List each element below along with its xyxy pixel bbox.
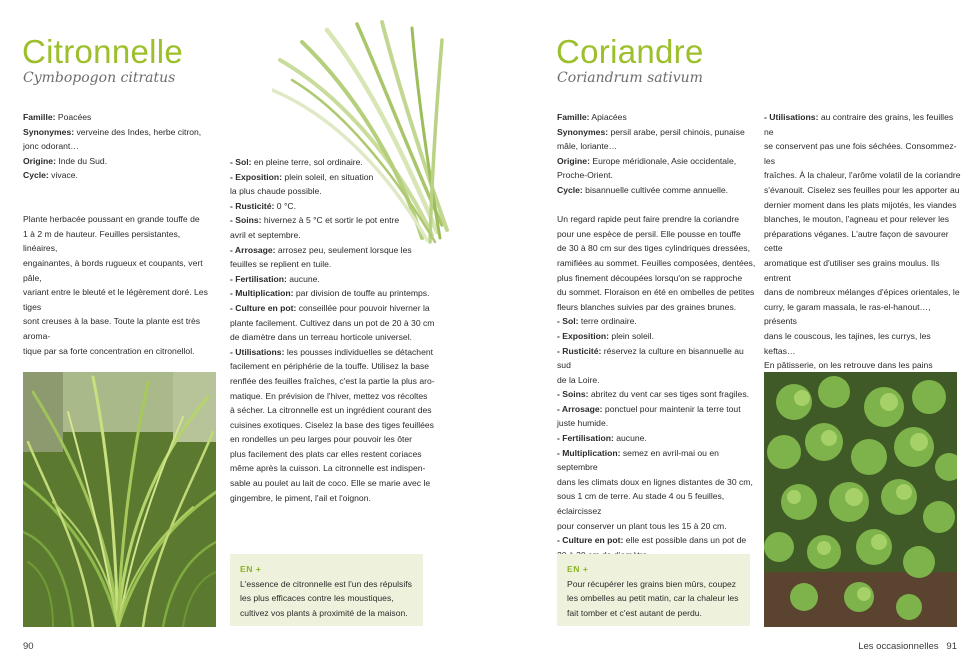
facts-column-right <box>557 110 757 562</box>
care-line: - Rusticité: réservez la culture en bisannuelle au sud <box>557 345 744 371</box>
care-line: facilement en périphérie de la touffe. Utilisez la base <box>230 361 430 372</box>
uses-line: s'évanouit. Ciselez ses feuilles pour les apporter au <box>764 184 960 195</box>
right-page <box>490 0 980 671</box>
description-line: plus finement découpées lorsqu'on se rapproche <box>557 272 743 283</box>
uses-line: fraîches. À la chaleur, l'arôme volatil de la coriandre <box>764 170 961 181</box>
care-line: - Exposition: plein soleil. <box>557 330 654 341</box>
fact-line: Cycle: bisannuelle cultivée comme annuelle. <box>557 184 729 195</box>
care-line: même après la cuisson. La citronnelle est indispen- <box>230 463 426 474</box>
care-line: de la Loire. <box>557 374 600 385</box>
description-line: sont creuses à la base. Toute la plante est très aroma- <box>23 316 201 341</box>
care-line: - Soins: hivernez à 5 °C et sortir le pot entre <box>230 215 400 226</box>
description-line: variant entre le bleuté et le légèrement doré. Les tiges <box>23 287 208 312</box>
latin-name: Coriandrum sativum <box>557 70 703 86</box>
fact-line: Famille: Apiacées <box>557 112 627 122</box>
uses-line: blanches, le mouton, l'agneau et pour relever les <box>764 214 950 225</box>
description-line: de 30 à 80 cm sur des tiges cylindriques dressées, <box>557 243 750 254</box>
tip-box-left <box>230 554 423 626</box>
uses-line: - Utilisations: au contraire des grains, les feuilles ne <box>764 112 954 137</box>
lemongrass-photo <box>23 372 216 627</box>
fact-line: mâle, loriante… <box>557 141 618 152</box>
tip-line: L'essence de citronnelle est l'un des répulsifs <box>240 578 412 589</box>
uses-line: dernier moment dans les plats mijotés, les viandes <box>764 199 957 210</box>
page-number-right: 91 <box>946 641 957 652</box>
care-line: cuisines exotiques. Ciselez la base des tiges feuillées <box>230 419 434 430</box>
care-line: de diamètre dans un terreau horticole universel. <box>230 332 413 343</box>
care-column-left <box>230 155 435 505</box>
care-line: plante facilement. Cultivez dans un pot de 20 à 30 cm <box>230 317 435 328</box>
page-number-left: 90 <box>23 641 34 652</box>
care-line: - Fertilisation: aucune. <box>230 273 320 284</box>
care-line: sous 1 cm de terre. Au stade 4 ou 5 feuilles, éclaircissez <box>557 491 725 517</box>
uses-line: En pâtisserie, on les retrouve dans les pains <box>764 360 933 371</box>
folio-right <box>858 641 957 652</box>
care-line: matique. En prévision de l'hiver, mettez vos récoltes <box>230 390 428 401</box>
page-title-citronnelle: Citronnelle <box>22 33 184 70</box>
section-name: Les occasionnelles <box>858 641 939 652</box>
description-line: 1 à 2 m de hauteur. Feuilles persistantes, linéaires, <box>23 228 181 254</box>
description-line: Plante herbacée poussant en grande touffe de <box>23 214 200 225</box>
fact-line: Synonymes: persil arabe, persil chinois, punaise <box>557 126 745 137</box>
fact-line: Cycle: vivace. <box>23 170 78 181</box>
care-line: dans les climats doux en lignes distantes de 30 cm, <box>557 476 753 487</box>
care-line: avril et septembre. <box>230 229 301 240</box>
tip-line: les plus efficaces contre les moustiques, <box>240 593 394 604</box>
care-line: pour conserver un plant tous les 15 à 20 cm. <box>557 520 727 531</box>
tip-line: cultivez vos plants à proximité de la maison. <box>240 607 408 618</box>
care-line: - Fertilisation: aucune. <box>557 433 647 444</box>
tip-line: Pour récupérer les grains bien mûrs, coupez <box>567 578 737 589</box>
fact-line: Synonymes: verveine des Indes, herbe citron, <box>23 126 202 137</box>
coriander-photo <box>764 372 957 627</box>
uses-line: aromatique est d'utiliser ses grains moulus. Ils entrent <box>764 257 940 283</box>
care-line: - Utilisations: les pousses individuelles se détachent <box>230 346 434 357</box>
care-line: juste humide. <box>557 418 609 429</box>
description-line: fleurs blanches suivies par des graines brunes. <box>557 301 737 312</box>
uses-line: curry, le garam massala, le ras-el-hanout…, présents <box>764 301 931 327</box>
care-line: - Multiplication: semez en avril-mai ou en septembre <box>557 447 719 473</box>
tip-box-right <box>557 554 750 626</box>
description-line: du sommet. Floraison en été en ombelles de petites <box>557 287 755 298</box>
uses-line: dans le couscous, les tajines, les currys, les keftas… <box>764 330 931 356</box>
description-line: ramifiées au sommet. Feuilles composées, dentées, <box>557 257 756 268</box>
care-line: à sécher. La citronnelle est un ingrédient courant des <box>230 405 432 416</box>
tip-heading: EN + <box>567 564 589 574</box>
page-title-coriandre: Coriandre <box>556 33 704 70</box>
fact-line: jonc odorant… <box>23 141 79 152</box>
care-line: la plus chaude possible. <box>230 186 322 197</box>
care-line: - Culture en pot: elle est possible dans un pot de <box>557 535 747 546</box>
care-line: sable au poulet au lait de coco. Elle se marie avec le <box>230 478 431 489</box>
care-line: gingembre, le piment, l'ail et l'oignon. <box>230 492 371 503</box>
care-line: en rondelles un peu larges pour pouvoir les ôter <box>230 434 413 445</box>
care-line: - Sol: en pleine terre, sol ordinaire. <box>230 157 363 167</box>
tip-line: les ombelles au petit matin, car la chaleur les <box>567 593 739 604</box>
fact-line: Origine: Europe méridionale, Asie occidentale, <box>557 155 737 166</box>
care-line: plus facilement des plats car elles restent coriaces <box>230 448 422 459</box>
care-line: - Rusticité: 0 °C. <box>230 200 296 211</box>
fact-line: Famille: Poacées <box>23 112 92 122</box>
uses-line: se conservent pas une fois séchées. Consommez-les <box>764 141 957 166</box>
care-line: - Arrosage: arrosez peu, seulement lorsque les <box>230 244 412 255</box>
care-line: - Sol: terre ordinaire. <box>557 316 637 327</box>
care-line: - Soins: abritez du vent car ses tiges sont fragiles. <box>557 389 750 400</box>
care-line: - Arrosage: ponctuel pour maintenir la terre tout <box>557 403 741 414</box>
care-line: feuilles se replient en tuile. <box>230 259 332 270</box>
description-line: pour une espèce de persil. Elle pousse en touffe <box>557 228 741 239</box>
fact-line: Origine: Inde du Sud. <box>23 155 108 166</box>
uses-line: préparations véganes. L'autre façon de savourer cette <box>764 228 949 254</box>
tip-heading: EN + <box>240 564 262 574</box>
description-line: tique par sa forte concentration en citronellol. <box>23 345 195 356</box>
tip-line: fait tomber et c'est autant de perdu. <box>567 607 702 618</box>
description-line: Un regard rapide peut faire prendre la coriandre <box>557 214 740 225</box>
latin-name: Cymbopogon citratus <box>23 70 176 86</box>
fact-line: Proche-Orient. <box>557 170 613 181</box>
description-line: engainantes, à bords rugueux et coupants, vert pâle, <box>23 257 203 283</box>
care-line: - Culture en pot: conseillée pour pouvoir hiverner la <box>230 302 430 313</box>
care-line: - Exposition: plein soleil, en situation <box>230 171 374 182</box>
care-line: renflée des feuilles fraîches, c'est la partie la plus aro- <box>230 375 435 386</box>
uses-line: dans de nombreux mélanges d'épices orientales, le <box>764 287 960 298</box>
care-line: - Multiplication: par division de touffe au printemps. <box>230 288 430 299</box>
